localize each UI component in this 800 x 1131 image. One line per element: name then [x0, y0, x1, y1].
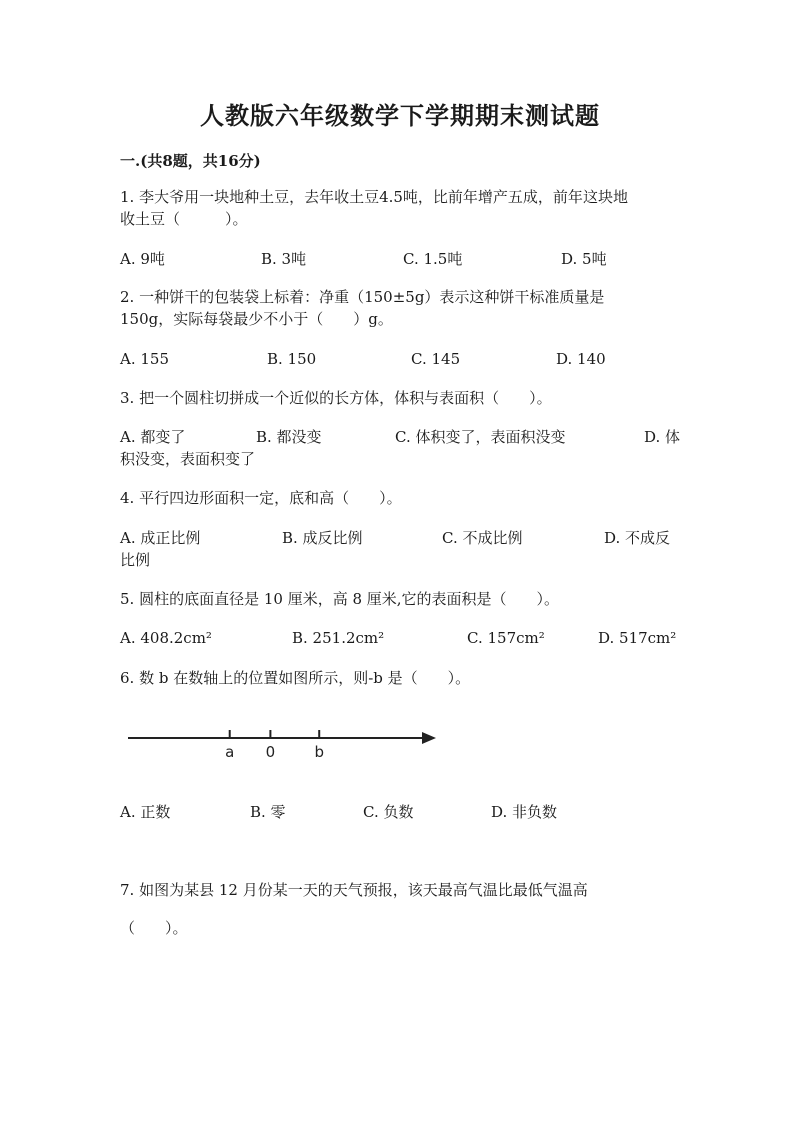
option-d: D. 非负数	[491, 803, 558, 821]
option-a: A. 正数	[120, 803, 171, 821]
option-b: B. 150	[267, 350, 317, 368]
number-line-label: a	[225, 743, 235, 761]
question-1-line-1: 1. 李大爷用一块地种土豆，去年收土豆4.5吨，比前年增产五成，前年这块地	[120, 188, 628, 206]
question-4	[120, 487, 680, 509]
option-b: B. 都没变	[256, 428, 322, 446]
option-c: C. 157cm²	[467, 629, 545, 647]
option-b: B. 251.2cm²	[292, 629, 385, 647]
option-b: B. 成反比例	[282, 529, 363, 547]
question-2-options	[120, 348, 680, 370]
option-b: B. 3吨	[261, 250, 307, 268]
question-1	[120, 186, 680, 230]
page-title: 人教版六年级数学下学期期末测试题	[200, 101, 600, 130]
option-d: D. 不成反	[604, 529, 671, 547]
number-line-label: 0	[265, 743, 276, 761]
number-line-ticks	[225, 730, 324, 761]
question-6-line-1: 6. 数 b 在数轴上的位置如图所示，则-b 是（ ）。	[120, 669, 471, 687]
option-c: C. 1.5吨	[403, 250, 463, 268]
question-3-line-1: 3. 把一个圆柱切拼成一个近似的长方体，体积与表面积（ ）。	[120, 389, 552, 407]
option-a: A. 9吨	[120, 250, 165, 268]
number-line-arrow	[422, 732, 436, 744]
question-2-line-2: 150g，实际每袋最少不小于（ ）g。	[120, 310, 393, 328]
question-1-line-2: 收土豆（ ）。	[120, 210, 248, 228]
option-a: A. 成正比例	[120, 529, 201, 547]
question-7-line-1: 7. 如图为某县 12 月份某一天的天气预报，该天最高气温比最低气温高	[120, 881, 588, 899]
option-d: D. 517cm²	[598, 629, 677, 647]
question-5	[120, 588, 680, 610]
question-6	[120, 667, 680, 689]
number-line-label: b	[314, 743, 324, 761]
option-a: A. 都变了	[120, 428, 186, 446]
question-3	[120, 387, 680, 409]
question-5-options	[120, 627, 680, 649]
option-wrap-text: 比例	[120, 551, 151, 569]
question-4-line-1: 4. 平行四边形面积一定，底和高（ ）。	[120, 489, 402, 507]
option-c: C. 不成比例	[442, 529, 523, 547]
number-line-figure	[120, 715, 450, 765]
option-d: D. 140	[556, 350, 606, 368]
option-a: A. 408.2cm²	[120, 629, 212, 647]
option-wrap-text: 积没变，表面积变了	[120, 450, 256, 468]
option-d: D. 5吨	[561, 250, 607, 268]
question-4-options	[120, 527, 680, 571]
question-7-line-2: （ ）。	[120, 919, 188, 937]
option-c: C. 体积变了，表面积没变	[395, 428, 566, 446]
question-1-options	[120, 248, 680, 270]
section-heading: 一.(共8题，共16分)	[120, 152, 261, 170]
option-c: C. 145	[411, 350, 461, 368]
question-5-line-1: 5. 圆柱的底面直径是 10 厘米，高 8 厘米,它的表面积是（ ）。	[120, 590, 560, 608]
question-6-options	[120, 801, 680, 823]
option-b: B. 零	[250, 803, 286, 821]
question-3-options	[120, 426, 680, 470]
option-d: D. 体	[644, 428, 681, 446]
question-2	[120, 286, 680, 330]
option-c: C. 负数	[363, 803, 414, 821]
question-2-line-1: 2. 一种饼干的包装袋上标着：净重（150±5g）表示这种饼干标准质量是	[120, 288, 605, 306]
question-7	[120, 879, 680, 939]
option-a: A. 155	[120, 350, 169, 368]
